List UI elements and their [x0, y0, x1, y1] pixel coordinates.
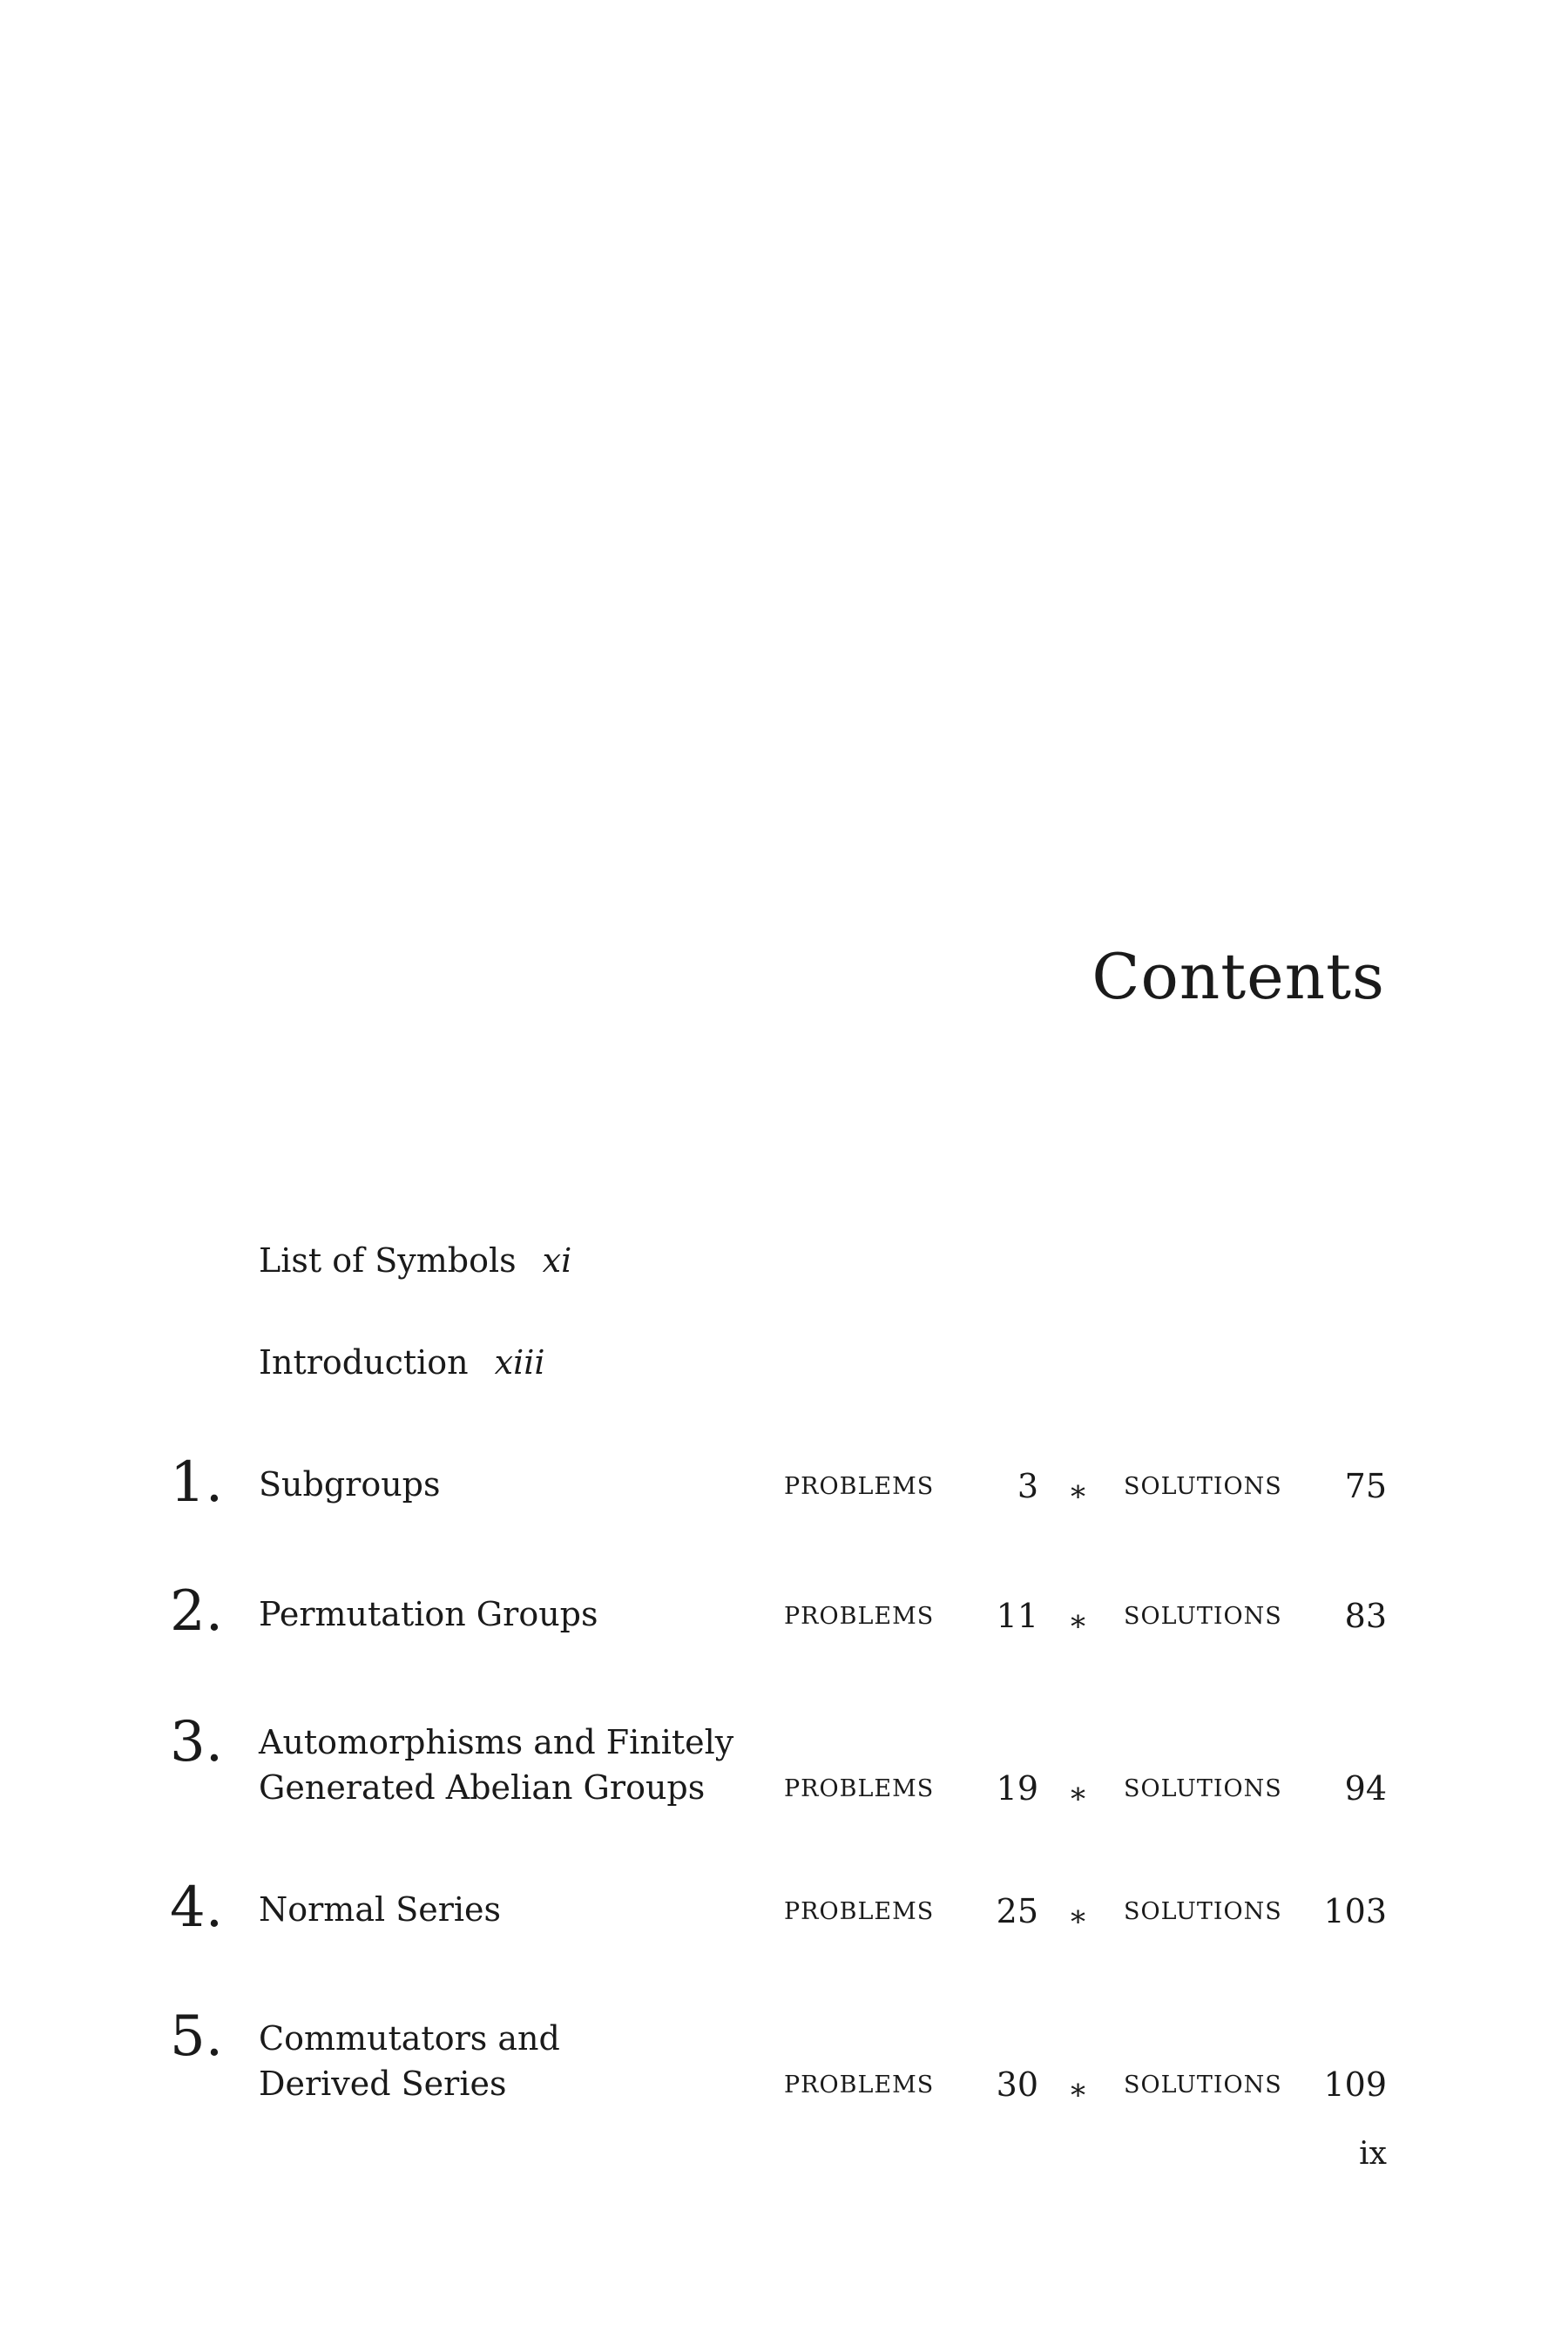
solutions-label: SOLUTIONS: [1124, 1775, 1282, 1802]
solutions-label: SOLUTIONS: [1124, 1473, 1282, 1500]
problems-label: PROBLEMS: [784, 2072, 935, 2099]
chapter-number: 4.: [170, 1876, 224, 1940]
separator-asterisk: ∗: [1068, 1899, 1089, 1934]
separator-asterisk: ∗: [1068, 1474, 1089, 1509]
chapter-number: 3.: [170, 1710, 224, 1774]
solutions-page: 83: [1344, 1597, 1387, 1635]
chapter-title: [259, 1592, 598, 1637]
solutions-label: SOLUTIONS: [1124, 1603, 1282, 1630]
page-number: ix: [1359, 2136, 1387, 2172]
problems-page: 30: [996, 2065, 1038, 2104]
solutions-label: SOLUTIONS: [1124, 2072, 1282, 2099]
chapter-title-line: Commutators and: [259, 2019, 560, 2058]
problems-page: 19: [996, 1769, 1038, 1808]
chapter-title-line: Generated Abelian Groups: [259, 1768, 706, 1807]
solutions-page: 103: [1323, 1892, 1387, 1930]
solutions-page: 75: [1344, 1467, 1387, 1505]
toc-entry-list-of-symbols[interactable]: [259, 1241, 572, 1280]
chapter-title: [259, 1887, 501, 1932]
problems-page: 3: [1017, 1467, 1038, 1505]
problems-label: PROBLEMS: [784, 1898, 935, 1925]
chapter-title-line: Permutation Groups: [259, 1595, 598, 1633]
chapter-title: [259, 2016, 560, 2106]
chapter-title-line: Subgroups: [259, 1465, 441, 1504]
chapter-title: [259, 1720, 733, 1810]
solutions-label: SOLUTIONS: [1124, 1898, 1282, 1925]
entry-page: xiii: [494, 1343, 545, 1382]
chapter-number: 1.: [170, 1450, 224, 1515]
problems-page: 25: [996, 1892, 1038, 1930]
entry-title: Introduction: [259, 1343, 469, 1382]
problems-label: PROBLEMS: [784, 1603, 935, 1630]
page-title: Contents: [1092, 940, 1385, 1013]
chapter-title-line: Automorphisms and Finitely: [259, 1723, 734, 1761]
problems-page: 11: [996, 1597, 1038, 1635]
chapter-title-line: Derived Series: [259, 2065, 507, 2103]
entry-title: List of Symbols: [259, 1241, 517, 1280]
solutions-page: 94: [1344, 1769, 1387, 1808]
separator-asterisk: ∗: [1068, 1776, 1089, 1811]
chapter-number: 2.: [170, 1579, 224, 1644]
solutions-page: 109: [1323, 2065, 1387, 2104]
chapter-number: 5.: [170, 2004, 224, 2069]
separator-asterisk: ∗: [1068, 2072, 1089, 2107]
separator-asterisk: ∗: [1068, 1604, 1089, 1639]
entry-page: xi: [542, 1241, 572, 1280]
chapter-title-line: Normal Series: [259, 1890, 502, 1929]
toc-entry-introduction[interactable]: [259, 1343, 545, 1382]
chapter-title: [259, 1462, 441, 1507]
problems-label: PROBLEMS: [784, 1775, 935, 1802]
problems-label: PROBLEMS: [784, 1473, 935, 1500]
